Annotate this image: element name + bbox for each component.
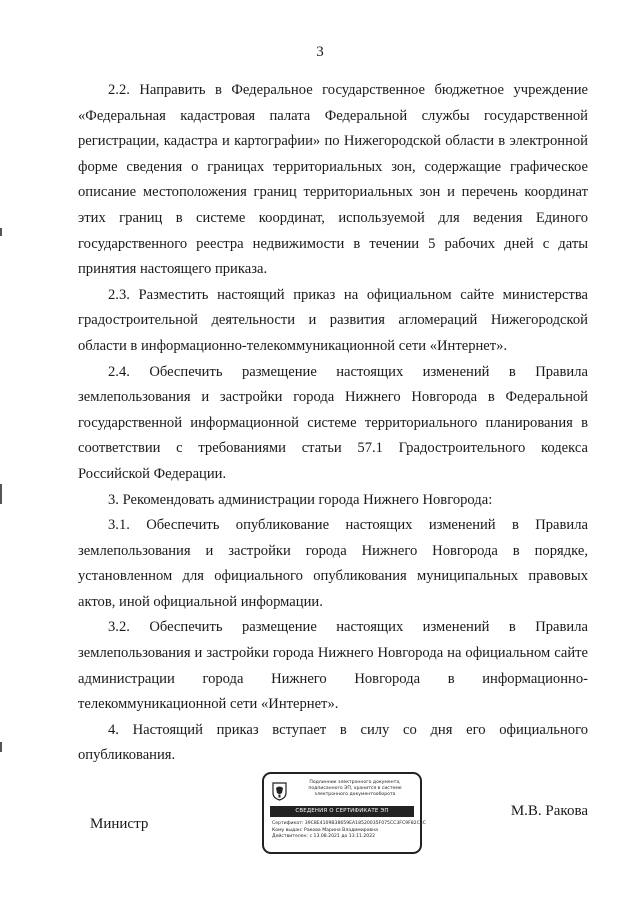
document-body [78, 78, 588, 769]
paragraph-4: 4. Настоящий приказ вступает в силу со дня его официального опубликования. [78, 721, 588, 764]
stamp-band: СВЕДЕНИЯ О СЕРТИФИКАТЕ ЭП [270, 806, 414, 817]
scan-noise [512, 0, 568, 4]
stamp-valid: Действителен: с 13.08.2021 до 13.11.2022 [272, 834, 376, 840]
stamp-details [272, 821, 426, 841]
coat-of-arms-icon [272, 782, 287, 801]
paragraph-2-4: 2.4. Обеспечить размещение настоящих изменений в Правила землепользования и застройки города Нижнего Новгорода в Федеральной государственной информационной системе территориального планирования в соответствии с требованиями статьи 57.1 Градостроительного кодекса Российской Федерации. [78, 363, 588, 482]
page-number: 3 [316, 44, 324, 60]
signer-name: М.В. Ракова [510, 803, 588, 819]
paragraph-2-3: 2.3. Разместить настоящий приказ на официальном сайте министерства градостроительной деятельности и развития агломераций Нижегородской области в информационно-телекоммуникационной сети «Интернет». [78, 286, 588, 354]
paragraph-3-2: 3.2. Обеспечить размещение настоящих изменений в Правила землепользования и застройки города Нижнего Новгорода на официальном сайте администрации города Нижнего Новгорода в информационно-телекоммуникационной сети «Интернет». [78, 619, 588, 713]
stamp-header: Подлинник электронного документа, подписанного ЭП, хранится в системе электронного документооборота [308, 780, 402, 797]
stamp-certificate: Сертификат: 39C8E4109B38659EA18520035F075CC3FC9F82C3C [272, 821, 426, 826]
signer-position: Министр [90, 816, 149, 832]
electronic-signature-stamp [262, 772, 426, 854]
scan-edge-mark [0, 228, 2, 236]
paragraph-2-2: 2.2. Направить в Федеральное государственное бюджетное учреждение «Федеральная кадастровая палата Федеральной службы государственной регистрации, кадастра и картографии» по Нижегородской области в электронной форме сведения о границах территориальных зон, содержащие графическое описание местоположения границ территориальных зон и перечень координат этих границ в системе координат, используемой для ведения Единого государственного реестра недвижимости в течении 5 рабочих дней с даты принятия настоящего приказа. [78, 82, 588, 278]
scan-edge-mark [0, 742, 2, 752]
paragraph-3-1: 3.1. Обеспечить опубликование настоящих изменений в Правила землепользования и застройки города Нижнего Новгорода в порядке, установленном для официального опубликования муниципальных правовых актов, иной официальной информации. [78, 517, 588, 610]
scan-edge-mark [0, 484, 2, 504]
stamp-issued-to: Кому выдан: Ракова Марина Владимировна [272, 827, 378, 833]
paragraph-3: 3. Рекомендовать администрации города Нижнего Новгорода: [108, 491, 493, 508]
